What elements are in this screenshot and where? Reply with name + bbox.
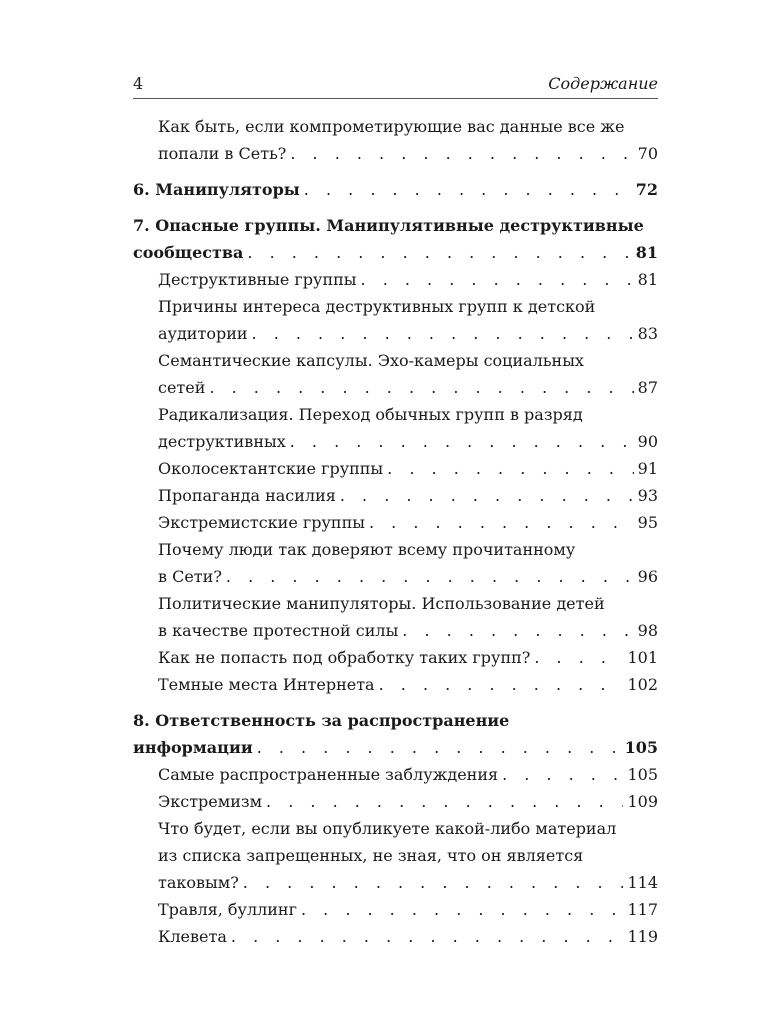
toc-entry-title: Околосектантские группы (158, 459, 384, 478)
header-rule (133, 98, 658, 99)
toc-entry-title: сообщества (133, 243, 244, 262)
toc-entry-title-line: Причины интереса деструктивных групп к детской (158, 297, 596, 316)
toc-section-entry[interactable] (133, 536, 658, 590)
toc-entry-title: попали в Сеть? (158, 144, 287, 163)
toc-section-entry[interactable] (133, 266, 658, 293)
dot-leader (209, 374, 633, 401)
toc-entry-title: таковым? (158, 873, 239, 892)
table-of-contents (133, 113, 658, 950)
toc-page-number: 87 (637, 378, 658, 397)
toc-page-number: 105 (624, 738, 658, 757)
toc-chapter-entry[interactable] (133, 212, 658, 266)
toc-entry-title: Травля, буллинг (158, 900, 297, 919)
toc-page-number: 81 (637, 270, 658, 289)
toc-section-entry[interactable] (133, 509, 658, 536)
toc-page-number: 98 (637, 621, 658, 640)
toc-page-number: 117 (627, 900, 658, 919)
toc-entry-title: в качестве протестной силы (158, 621, 399, 640)
dot-leader (369, 509, 634, 536)
toc-entry-title: деструктивных (158, 432, 286, 451)
dot-leader (379, 671, 624, 698)
toc-page-number: 91 (637, 459, 658, 478)
dot-leader (257, 734, 621, 761)
dot-leader (304, 176, 632, 203)
toc-page-number: 70 (637, 144, 658, 163)
toc-entry-title-line: 7. Опасные группы. Манипулятивные деструктивные (133, 216, 644, 235)
toc-section-entry[interactable] (133, 644, 658, 671)
dot-leader (266, 788, 623, 815)
toc-section-entry[interactable] (133, 788, 658, 815)
toc-section-entry[interactable] (133, 923, 658, 950)
toc-entry-title: Деструктивные группы (158, 270, 357, 289)
dot-leader (252, 320, 634, 347)
section-title: Содержание (548, 74, 658, 93)
toc-section-entry[interactable] (133, 293, 658, 347)
toc-page-number: 105 (627, 765, 658, 784)
toc-section-entry[interactable] (133, 671, 658, 698)
toc-entry-title: Экстремистские группы (158, 513, 365, 532)
toc-entry-title: Клевета (158, 927, 227, 946)
running-header (133, 74, 658, 98)
toc-entry-title: сетей (158, 378, 206, 397)
toc-page-number: 119 (627, 927, 658, 946)
toc-entry-title-line: Политические манипуляторы. Использование детей (158, 594, 605, 613)
dot-leader (247, 239, 631, 266)
toc-entry-title-line: Семантические капсулы. Эхо-камеры социальных (158, 351, 584, 370)
toc-section-entry[interactable] (133, 761, 658, 788)
toc-chapter-entry[interactable] (133, 176, 658, 203)
toc-entry-title-line: Как быть, если компрометирующие вас данные все же (158, 117, 625, 136)
toc-entry-title-line: из списка запрещенных, не зная, что он является (158, 846, 584, 865)
toc-entry-title: Экстремизм (158, 792, 263, 811)
toc-entry-title: Пропаганда насилия (158, 486, 336, 505)
dot-leader (534, 644, 623, 671)
dot-leader (231, 923, 624, 950)
toc-entry-title-line: 8. Ответственность за распространение (133, 711, 510, 730)
dot-leader (387, 455, 633, 482)
dot-leader (290, 140, 633, 167)
dot-leader (290, 428, 634, 455)
toc-entry-title: Самые распространенные заблуждения (158, 765, 499, 784)
toc-section-entry[interactable] (133, 590, 658, 644)
toc-entry-title: Темные места Интернета (158, 675, 375, 694)
toc-page-number: 96 (637, 567, 658, 586)
toc-section-entry[interactable] (133, 482, 658, 509)
toc-section-entry[interactable] (133, 815, 658, 896)
toc-entry-title: информации (133, 738, 253, 757)
dot-leader (340, 482, 634, 509)
toc-page-number: 114 (627, 873, 658, 892)
toc-page-number: 81 (635, 243, 658, 262)
toc-page-number: 95 (637, 513, 658, 532)
dot-leader (243, 869, 624, 896)
toc-entry-title-line: Радикализация. Переход обычных групп в разряд (158, 405, 583, 424)
toc-entry-title-line: Почему люди так доверяют всему прочитанному (158, 540, 576, 559)
toc-entry-title: Как не попасть под обработку таких групп? (158, 648, 531, 667)
toc-page-number: 72 (635, 180, 658, 199)
toc-page-number: 83 (637, 324, 658, 343)
toc-entry-title-line: Что будет, если вы опубликуете какой-либо материал (158, 819, 617, 838)
dot-leader (361, 266, 634, 293)
toc-page-number: 93 (637, 486, 658, 505)
toc-page-number: 90 (637, 432, 658, 451)
toc-page-number: 101 (627, 648, 658, 667)
dot-leader (402, 617, 633, 644)
page-number: 4 (133, 74, 144, 93)
dot-leader (226, 563, 634, 590)
toc-section-entry[interactable] (133, 401, 658, 455)
dot-leader (502, 761, 623, 788)
toc-entry-title: 6. Манипуляторы (133, 180, 300, 199)
dot-leader (301, 896, 623, 923)
toc-section-entry[interactable] (133, 896, 658, 923)
toc-chapter-entry[interactable] (133, 707, 658, 761)
toc-section-entry[interactable] (133, 455, 658, 482)
toc-page-number: 102 (627, 675, 658, 694)
toc-section-entry[interactable] (133, 347, 658, 401)
toc-page-number: 109 (627, 792, 658, 811)
toc-entry-title: аудитории (158, 324, 248, 343)
toc-entry-title: в Сети? (158, 567, 222, 586)
toc-section-entry[interactable] (133, 113, 658, 167)
